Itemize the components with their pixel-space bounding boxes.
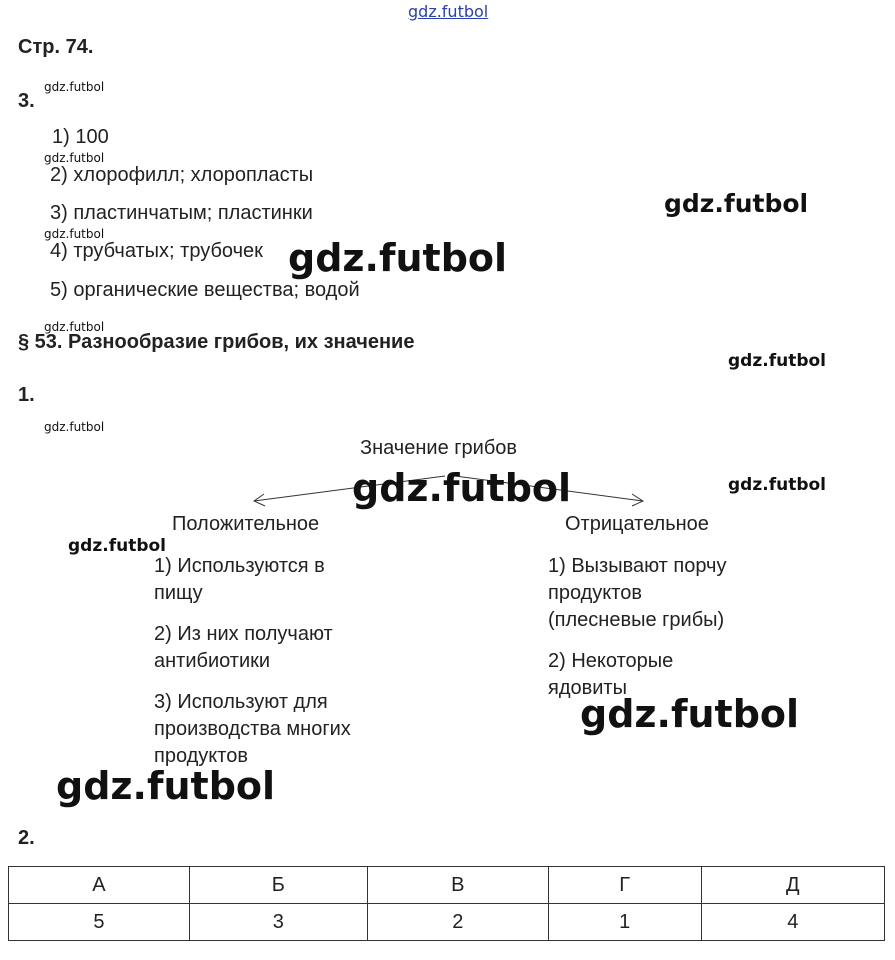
positive-item: 3) Используют для производства многих продуктов [154, 691, 351, 767]
answer-line: 2) хлорофилл; хлоропласты [50, 164, 314, 186]
watermark: gdz.futbol [580, 692, 800, 736]
negative-title: Отрицательное [565, 513, 709, 535]
answer-table [8, 866, 885, 941]
diagram-root: Значение грибов [360, 437, 518, 459]
watermark: gdz.futbol [56, 764, 276, 808]
section-title: § 53. Разнообразие грибов, их значение [18, 331, 415, 353]
page-heading: Стр. 74. [18, 36, 94, 58]
table-cell: 3 [189, 904, 367, 941]
table-header-cell: Д [701, 867, 884, 904]
task-number: 3. [18, 90, 35, 112]
table-cell: 2 [367, 904, 548, 941]
answer-line: 3) пластинчатым; пластинки [50, 202, 313, 224]
positive-item: 1) Используются в пищу [154, 555, 325, 604]
watermark: gdz.futbol [288, 236, 508, 280]
watermark: gdz.futbol [728, 351, 826, 371]
watermark: gdz.futbol [44, 151, 105, 165]
positive-title: Положительное [172, 513, 320, 535]
negative-item: 2) Некоторые ядовиты [548, 650, 674, 699]
watermark: gdz.futbol [44, 80, 105, 94]
task-number: 2. [18, 827, 35, 849]
positive-list [154, 553, 364, 784]
watermark-top[interactable]: gdz.futbol [408, 2, 489, 21]
table-header-cell: А [9, 867, 190, 904]
table-header-cell: Б [189, 867, 367, 904]
task-number: 1. [18, 384, 35, 406]
watermark: gdz.futbol [68, 536, 166, 556]
watermark: gdz.futbol [728, 475, 826, 495]
table-row [9, 867, 885, 904]
table-cell: 4 [701, 904, 884, 941]
table-header-cell: В [367, 867, 548, 904]
positive-item: 2) Из них получают антибиотики [154, 623, 333, 672]
watermark: gdz.futbol [44, 420, 105, 434]
watermark: gdz.futbol [44, 227, 105, 241]
watermark: gdz.futbol [44, 320, 105, 334]
answer-line: 5) органические вещества; водой [50, 279, 360, 301]
answer-line: 4) трубчатых; трубочек [50, 240, 263, 262]
negative-item: 1) Вызывают порчу продуктов (плесневые грибы) [548, 555, 727, 631]
table-cell: 5 [9, 904, 190, 941]
answer-line: 1) 100 [52, 126, 109, 148]
watermark: gdz.futbol [352, 466, 572, 510]
table-cell: 1 [548, 904, 701, 941]
watermark: gdz.futbol [664, 189, 809, 218]
table-header-cell: Г [548, 867, 701, 904]
table-row [9, 904, 885, 941]
